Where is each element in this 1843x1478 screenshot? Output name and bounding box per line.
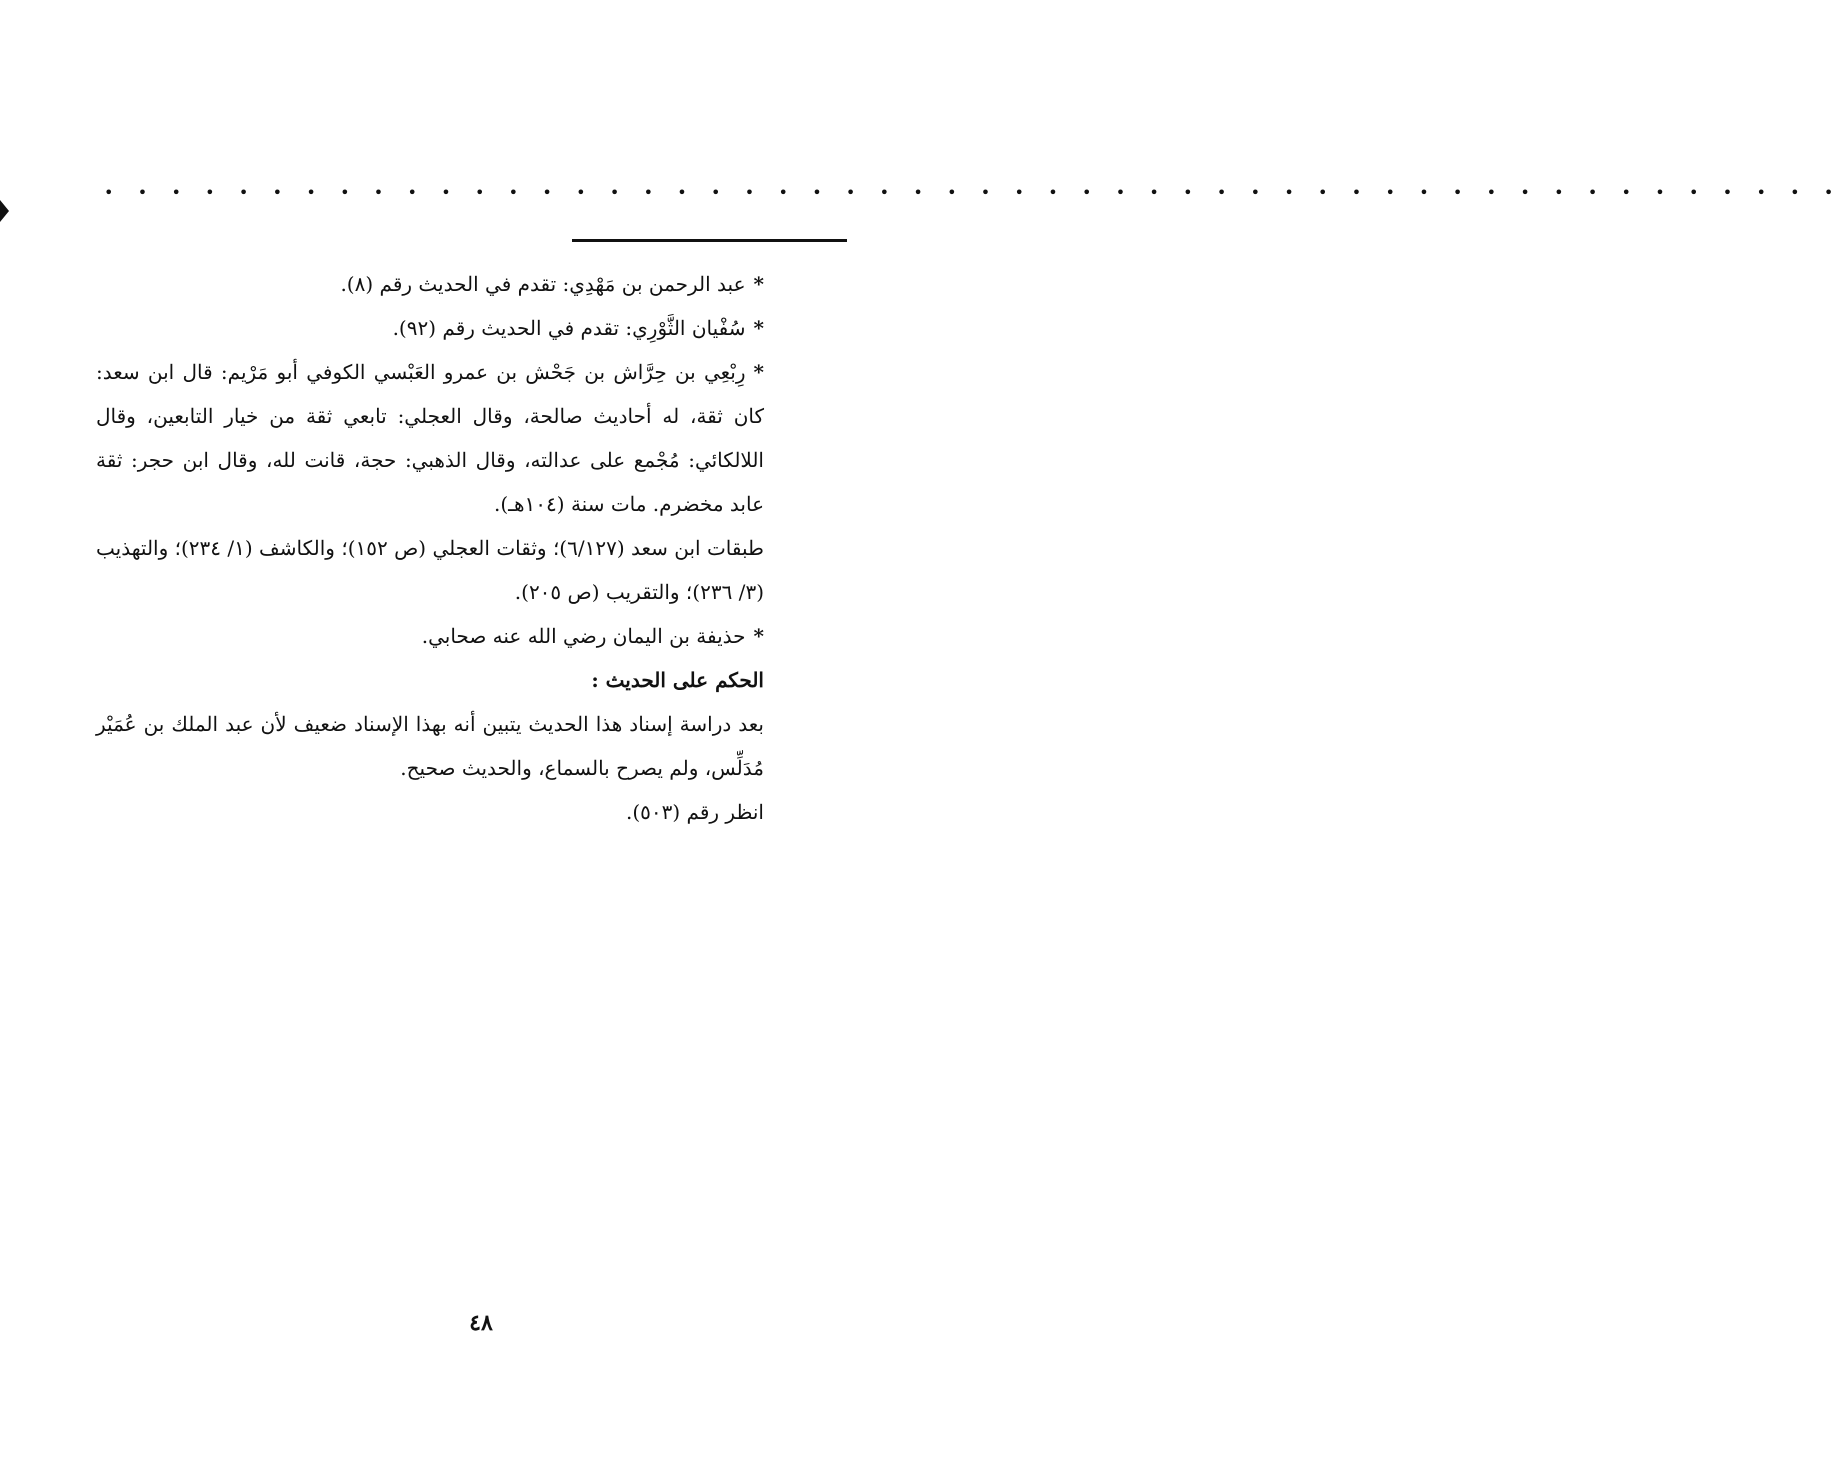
- ruling-heading: الحكم على الحديث :: [591, 668, 764, 692]
- page-edge-mark: [0, 200, 9, 222]
- narrator-text: رِبْعِي بن حِرَّاش بن جَحْش بن عمرو العَبْسي الكوفي أبو مَرْيم: قال ابن سعد: كان ثقة، له أحاديث صالحة، وقال العجلي: تابعي ثقة من خيار التابعين، وقال اللالكائي: مُجْمع على عدالته، وقال الذهبي: حجة، قانت لله، وقال ابن حجر: ثقة عابد مخضرم. مات سنة (١٠٤هـ).: [96, 360, 764, 516]
- narrator-entry: [96, 350, 764, 526]
- footnote-rule: [572, 239, 847, 242]
- narrator-notes: [96, 262, 764, 834]
- narrator-text: عبد الرحمن بن مَهْدِي: تقدم في الحديث رقم (٨).: [340, 272, 746, 296]
- asterisk-bullet: *: [753, 360, 764, 384]
- asterisk-bullet: *: [753, 316, 764, 340]
- narrator-entry: [96, 262, 764, 306]
- narrator-entry: [96, 306, 764, 350]
- asterisk-bullet: *: [753, 272, 764, 296]
- narrator-text: سُفْيان الثَّوْرِي: تقدم في الحديث رقم (٩٢).: [392, 316, 746, 340]
- dotted-separator: • • • • • • • • • • • • • • • • • • • • • • • • • • • • • • • • • • • • • • • • • • • • • • • • • • • •: [104, 183, 1843, 202]
- asterisk-bullet: *: [753, 624, 764, 648]
- narrator-entry: [96, 614, 764, 658]
- see-also-reference: انظر رقم (٥٠٣).: [625, 800, 764, 824]
- narrator-text: حذيفة بن اليمان رضي الله عنه صحابي.: [421, 624, 746, 648]
- sources-paragraph: طبقات ابن سعد (٦/١٢٧)؛ وثقات العجلي (ص ١٥٢)؛ والكاشف (١/ ٢٣٤)؛ والتهذيب (٣/ ٢٣٦)؛ والتقريب (ص ٢٠٥).: [96, 536, 764, 604]
- ruling-paragraph: بعد دراسة إسناد هذا الحديث يتبين أنه بهذا الإسناد ضعيف لأن عبد الملك بن عُمَيْر مُدَلِّس، ولم يصرح بالسماع، والحديث صحيح.: [96, 712, 764, 780]
- page-number: ٤٨: [469, 1310, 493, 1336]
